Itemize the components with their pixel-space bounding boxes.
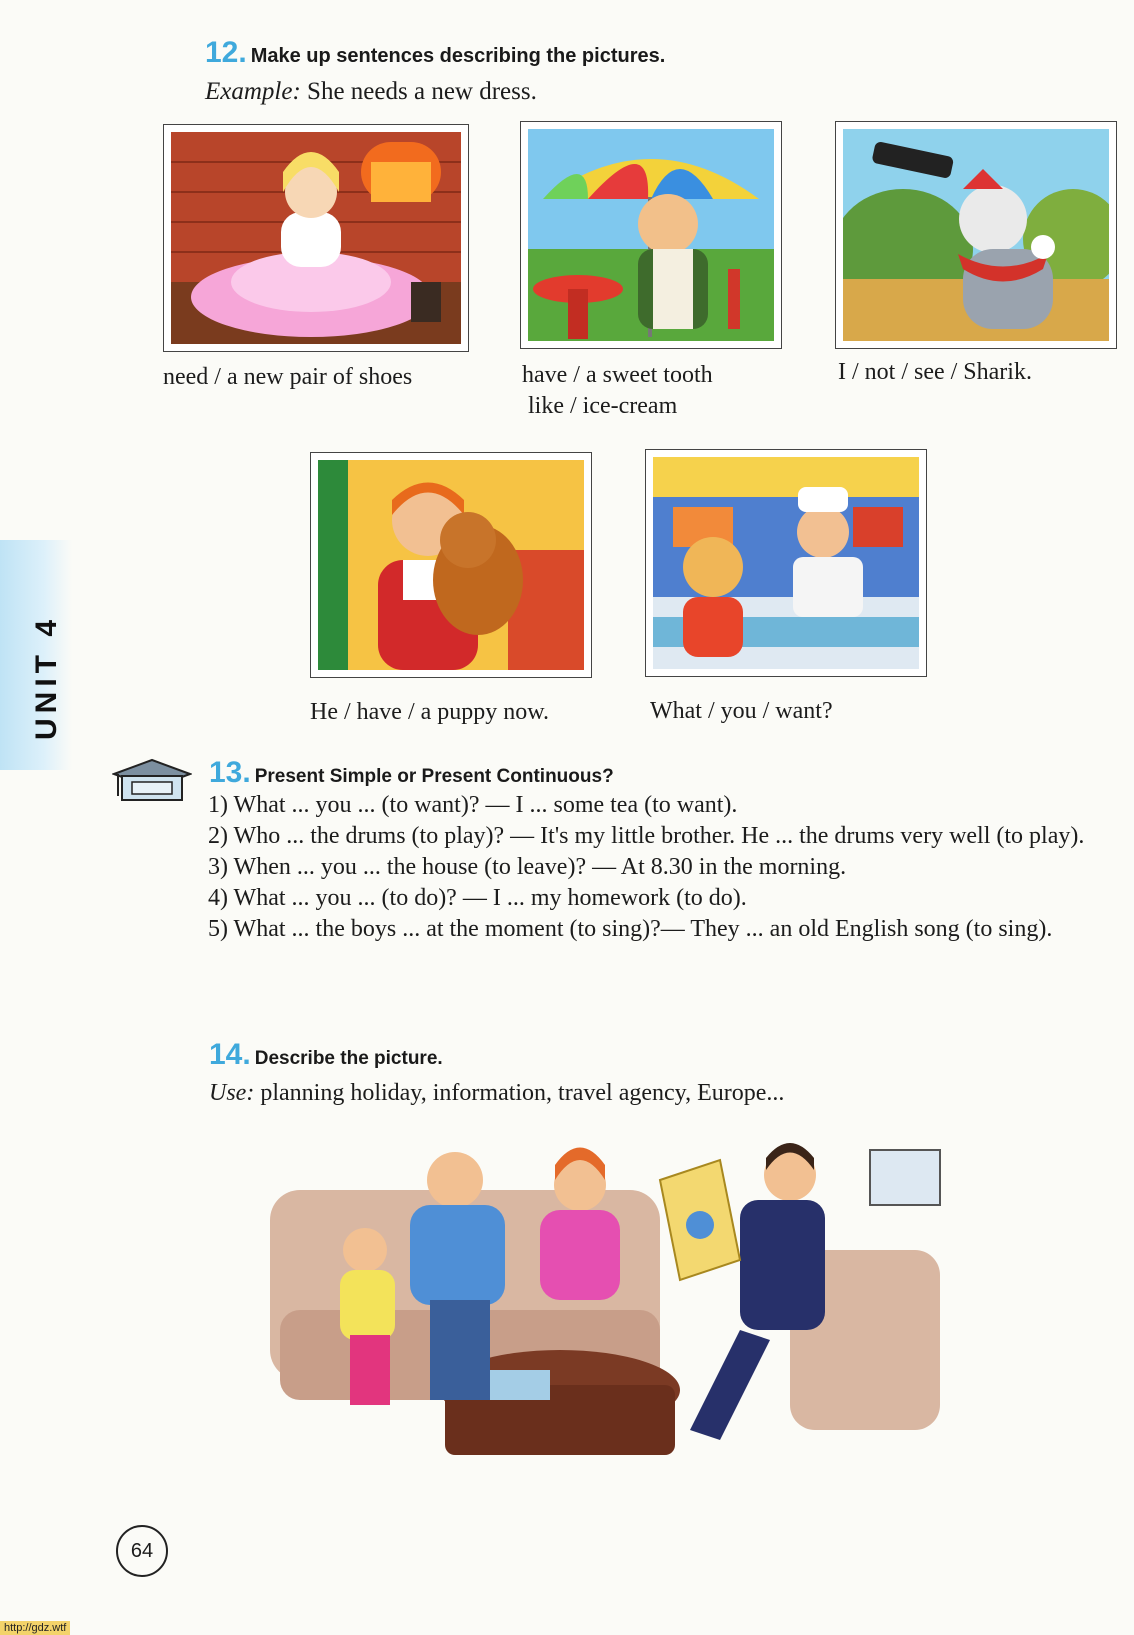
- page-number: 64: [116, 1525, 168, 1577]
- illustration-boy-puppy: [310, 452, 592, 678]
- example-text: She needs a new dress.: [300, 78, 537, 105]
- illustration-shop-counter: [645, 449, 927, 677]
- caption-sharik: I / not / see / Sharik.: [838, 359, 1032, 385]
- caption-ice-cream: like / ice-cream: [528, 393, 678, 419]
- task-item: 2) Who ... the drums (to play)? — It's my little brother. He ... the drums very well (to play).: [208, 823, 1085, 849]
- watermark-link[interactable]: http://gdz.wtf: [0, 1621, 70, 1635]
- task-item: 1) What ... you ... (to want)? — I ... some tea (to want).: [208, 792, 738, 818]
- exercise-14-use: [209, 1078, 784, 1109]
- example-label: Example:: [205, 78, 301, 105]
- exercise-13-list: [208, 790, 1118, 945]
- exercise-title: Make up sentences describing the pictures.: [250, 45, 666, 67]
- task-item: 5) What ... the boys ... at the moment (to sing)?— They ... an old English song (to sing).: [208, 916, 1053, 942]
- exercise-12-example: [205, 76, 537, 108]
- task-item: 3) When ... you ... the house (to leave)? — At 8.30 in the morning.: [208, 854, 847, 880]
- use-text: planning holiday, information, travel agency, Europe...: [254, 1080, 785, 1106]
- illustration-boy-ice-cream: [520, 121, 782, 349]
- homework-icon: [112, 756, 192, 804]
- illustration-girl-pink-dress: [163, 124, 469, 352]
- exercise-14-header: [209, 1038, 443, 1072]
- caption-sweet-tooth: have / a sweet tooth: [522, 362, 713, 388]
- exercise-number: 13.: [209, 756, 251, 789]
- illustration-cat-telescope: [835, 121, 1117, 349]
- exercise-13-header: [209, 756, 614, 790]
- caption-shoes: need / a new pair of shoes: [163, 364, 413, 390]
- unit-label: UNIT 4: [30, 614, 63, 740]
- caption-what-want: What / you / want?: [650, 698, 833, 724]
- caption-puppy: He / have / a puppy now.: [310, 699, 550, 725]
- exercise-12-header: [205, 36, 665, 70]
- illustration-family-travel-agency: [270, 1130, 970, 1500]
- exercise-title: Present Simple or Present Continuous?: [254, 766, 614, 787]
- exercise-number: 14.: [209, 1038, 251, 1071]
- use-label: Use:: [209, 1080, 255, 1106]
- task-item: 4) What ... you ... (to do)? — I ... my homework (to do).: [208, 885, 747, 911]
- exercise-title: Describe the picture.: [254, 1048, 443, 1069]
- exercise-number: 12.: [205, 36, 247, 69]
